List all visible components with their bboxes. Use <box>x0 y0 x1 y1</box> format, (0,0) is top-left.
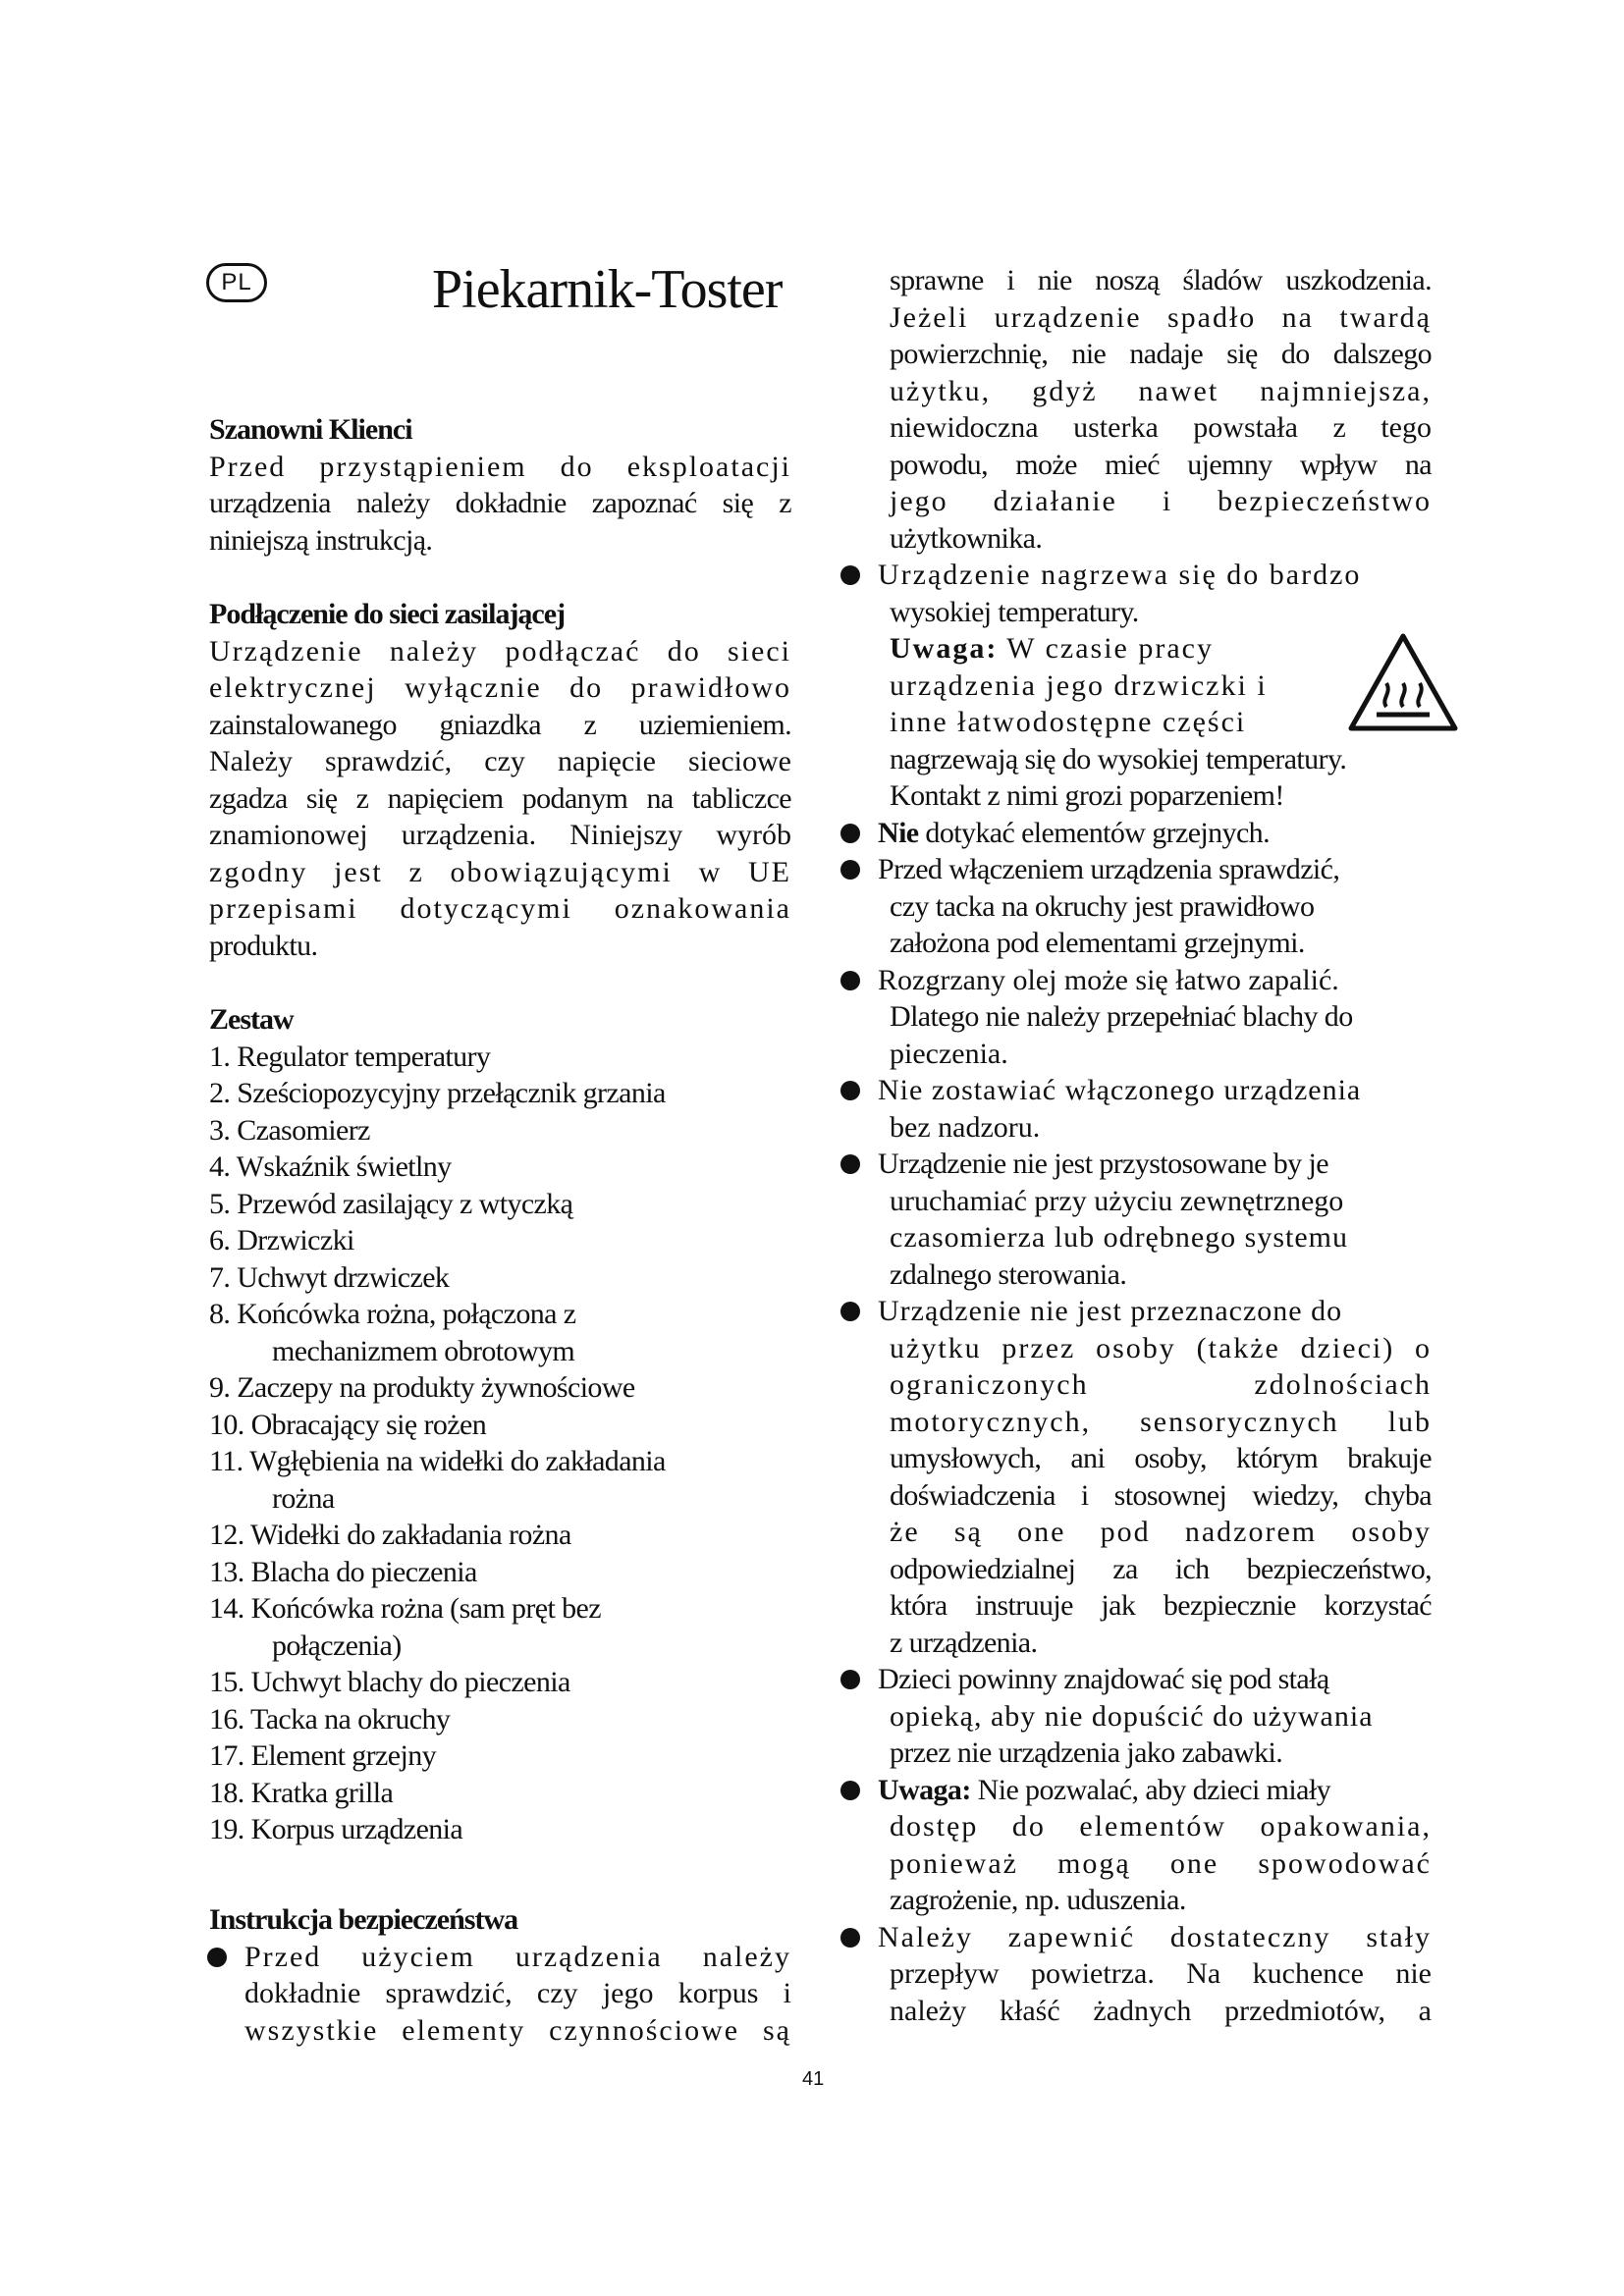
list-item-continuation: mechanizmem obrotowym <box>272 1334 575 1367</box>
text-line: zainstalowanego gniazdka z uziemieniem. <box>209 708 791 741</box>
text-line: Rozgrzany olej może się łatwo zapalić. <box>878 963 1339 996</box>
text-line: Urządzenie należy podłączać do sieci <box>209 634 791 667</box>
list-item: 19. Korpus urządzenia <box>209 1813 463 1845</box>
safety-bullet-1-continued <box>842 262 1432 557</box>
text-line: uruchamiać przy użyciu zewnętrznego <box>890 1184 1344 1217</box>
list-item: 4. Wskaźnik świetlny <box>209 1150 452 1183</box>
list-item: 3. Czasomierz <box>209 1113 370 1147</box>
list-item: 10. Obracający się rożen <box>209 1408 487 1441</box>
text-line: Jeżeli urządzenie spadło na twardą <box>890 300 1432 334</box>
section-power <box>209 596 791 964</box>
list-item: 5. Przewód zasilający z wtyczką <box>209 1187 573 1220</box>
text-line: wszystkie elementy czynnościowe są <box>244 2013 791 2047</box>
heading-power: Podłączenie do sieci zasilającej <box>209 598 566 630</box>
list-item: 15. Uchwyt blachy do pieczenia <box>209 1666 570 1698</box>
safety-bullet-1 <box>209 1939 791 2050</box>
bullet-icon <box>840 1154 860 1174</box>
text-line: produktu. <box>209 929 318 962</box>
safety-bullet-9 <box>842 1661 1432 1772</box>
text-line: urządzenia należy dokładnie zapoznać się z <box>209 487 791 519</box>
list-item: 18. Kratka grilla <box>209 1776 394 1809</box>
text-line: czasomierza lub odrębnego systemu <box>890 1221 1349 1254</box>
text-line: użytku, gdyż nawet najmniejsza, <box>890 374 1432 407</box>
text-line: doświadczenia i stosownej wiedzy, chyba <box>890 1478 1432 1512</box>
text-line: Urządzenie nagrzewa się do bardzo <box>878 559 1362 591</box>
text-line: Przed włączeniem urządzenia sprawdzić, <box>878 853 1340 885</box>
bullet-icon <box>207 1948 227 1967</box>
text-line: Kontakt z nimi grozi poparzeniem! <box>890 779 1284 812</box>
list-item: 13. Blacha do pieczenia <box>209 1555 477 1588</box>
bullet-icon <box>840 1928 860 1948</box>
lang-badge: PL <box>206 263 267 302</box>
list-item-continuation: rożna <box>272 1481 335 1515</box>
list-item: 8. Końcówka rożna, połączona z <box>209 1298 576 1330</box>
safety-bullet-2 <box>842 557 1432 815</box>
emphasis: Uwaga: <box>878 1773 971 1806</box>
list-item: 9. Zaczepy na produkty żywnościowe <box>209 1371 635 1404</box>
text-line: dokładnie sprawdzić, czy jego korpus i <box>244 1977 791 2009</box>
text-line: elektrycznej wyłącznie do prawidłowo <box>209 671 791 704</box>
text-line: że są one pod nadzorem osoby <box>890 1516 1432 1548</box>
safety-bullet-5 <box>842 962 1432 1073</box>
text-line: ograniczonych zdolnościach <box>890 1368 1432 1401</box>
text-line: zgadza się z napięciem podanym na tabliczce <box>209 781 791 815</box>
text-line: Dzieci powinny znajdować się pod stałą <box>878 1663 1329 1695</box>
text-line: Przed użyciem urządzenia należy <box>244 1940 791 1973</box>
text-line: należy kłaść żadnych przedmiotów, a <box>890 1994 1432 2027</box>
text-line: niniejszą instrukcją. <box>209 523 433 557</box>
text-line: która instruuje jak bezpiecznie korzystać <box>890 1589 1432 1622</box>
text-line: urządzenia jego drzwiczki i <box>890 668 1268 702</box>
warning-label: Uwaga: <box>890 632 999 665</box>
section-dear-customers <box>209 411 791 559</box>
text-line: Przed przystąpieniem do eksploatacji <box>209 450 791 483</box>
list-item: 16. Tacka na okruchy <box>209 1702 451 1735</box>
page-title: Piekarnik-Toster <box>432 259 783 320</box>
safety-bullet-6 <box>842 1072 1432 1146</box>
text-line: wysokiej temperatury. <box>890 595 1139 628</box>
text-line: z urządzenia. <box>890 1626 1038 1659</box>
text-line: zgodny jest z obowiązującymi w UE <box>209 855 791 888</box>
text-line: dostęp do elementów opakowania, <box>890 1810 1432 1842</box>
text-line: pieczenia. <box>890 1037 1008 1070</box>
text-line: Nie pozwalać, aby dzieci miały <box>977 1773 1330 1806</box>
safety-bullet-7 <box>842 1146 1432 1293</box>
text-line: powodu, może mieć ujemny wpływ na <box>890 448 1432 481</box>
text-line: Należy zapewnić dostateczny stały <box>878 1920 1432 1953</box>
heading-set: Zestaw <box>209 1003 294 1036</box>
text-line: sprawne i nie noszą śladów uszkodzenia. <box>890 264 1432 296</box>
safety-bullet-3 <box>842 815 1432 852</box>
text-line: Urządzenie nie jest przystosowane by je <box>878 1148 1328 1180</box>
safety-bullet-10 <box>842 1772 1432 1919</box>
text-line: dotykać elementów grzejnych. <box>925 816 1270 849</box>
list-item: 11. Wgłębienia na widełki do zakładania <box>209 1445 666 1477</box>
text-line: bez nadzoru. <box>890 1110 1041 1144</box>
section-set <box>209 1001 791 1848</box>
text-line: niewidoczna usterka powstała z tego <box>890 411 1432 444</box>
text-line: zagrożenie, np. uduszenia. <box>890 1884 1186 1916</box>
heading-dear-customers: Szanowni Klienci <box>209 413 412 446</box>
text-line: ponieważ mogą one spowodować <box>890 1846 1432 1880</box>
bullet-icon <box>840 1081 860 1100</box>
list-item: 7. Uchwyt drzwiczek <box>209 1260 450 1294</box>
list-item: 6. Drzwiczki <box>209 1224 354 1256</box>
text-line: zdalnego sterowania. <box>890 1257 1127 1291</box>
bullet-icon <box>840 1670 860 1689</box>
text-line: Należy sprawdzić, czy napięcie sieciowe <box>209 745 791 777</box>
text-line: umysłowych, ani osoby, którym brakuje <box>890 1442 1432 1474</box>
bullet-icon <box>840 1781 860 1800</box>
section-safety <box>209 1901 791 2049</box>
text-line: przez nie urządzenia jako zabawki. <box>890 1736 1283 1769</box>
list-item: 14. Końcówka rożna (sam pręt bez <box>209 1592 601 1625</box>
page-number: 41 <box>802 2068 825 2090</box>
text-line: założona pod elementami grzejnymi. <box>890 927 1305 959</box>
bullet-icon <box>840 824 860 843</box>
list-item: 1. Regulator temperatury <box>209 1040 491 1073</box>
text-line: użytkownika. <box>890 521 1043 555</box>
list-item-continuation: połączenia) <box>272 1629 402 1662</box>
safety-bullet-4 <box>842 851 1432 962</box>
list-item: 17. Element grzejny <box>209 1739 437 1772</box>
text-line: znamionowej urządzenia. Niniejszy wyrób <box>209 819 791 851</box>
list-item: 12. Widełki do zakładania rożna <box>209 1519 571 1551</box>
bullet-icon <box>840 971 860 990</box>
list-item: 2. Sześciopozycyjny przełącznik grzania <box>209 1077 666 1109</box>
text-line: motorycznych, sensorycznych lub <box>890 1405 1432 1438</box>
hot-surface-warning-icon <box>1347 632 1459 732</box>
text-line: powierzchnię, nie nadaje się do dalszego <box>890 338 1432 370</box>
text-line: użytku przez osoby (także dzieci) o <box>890 1331 1432 1364</box>
text-line: odpowiedzialnej za ich bezpieczeństwo, <box>890 1552 1432 1585</box>
text-line: W czasie pracy <box>1006 632 1214 665</box>
emphasis: Nie <box>878 816 919 849</box>
safety-bullet-11 <box>842 1919 1432 2030</box>
text-line: inne łatwodostępne części <box>890 706 1247 738</box>
bullet-icon <box>840 860 860 880</box>
text-line: nagrzewają się do wysokiej temperatury. <box>890 742 1347 775</box>
text-line: opieką, aby nie dopuścić do używania <box>890 1699 1374 1733</box>
bullet-icon <box>840 1302 860 1321</box>
safety-bullet-8 <box>842 1293 1432 1661</box>
text-line: przepływ powietrza. Na kuchence nie <box>890 1957 1432 1990</box>
safety-list-continued <box>842 262 1432 2029</box>
text-line: Nie zostawiać włączonego urządzenia <box>878 1074 1362 1106</box>
text-line: Urządzenie nie jest przeznaczone do <box>878 1295 1343 1327</box>
text-line: jego działanie i bezpieczeństwo <box>890 485 1432 517</box>
text-line: czy tacka na okruchy jest prawidłowo <box>890 889 1315 923</box>
text-line: Dlatego nie należy przepełniać blachy do <box>890 1000 1353 1033</box>
warning-block <box>878 630 1432 741</box>
bullet-icon <box>840 565 860 585</box>
heading-safety: Instrukcja bezpieczeństwa <box>209 1903 518 1936</box>
text-line: przepisami dotyczącymi oznakowania <box>209 892 791 925</box>
